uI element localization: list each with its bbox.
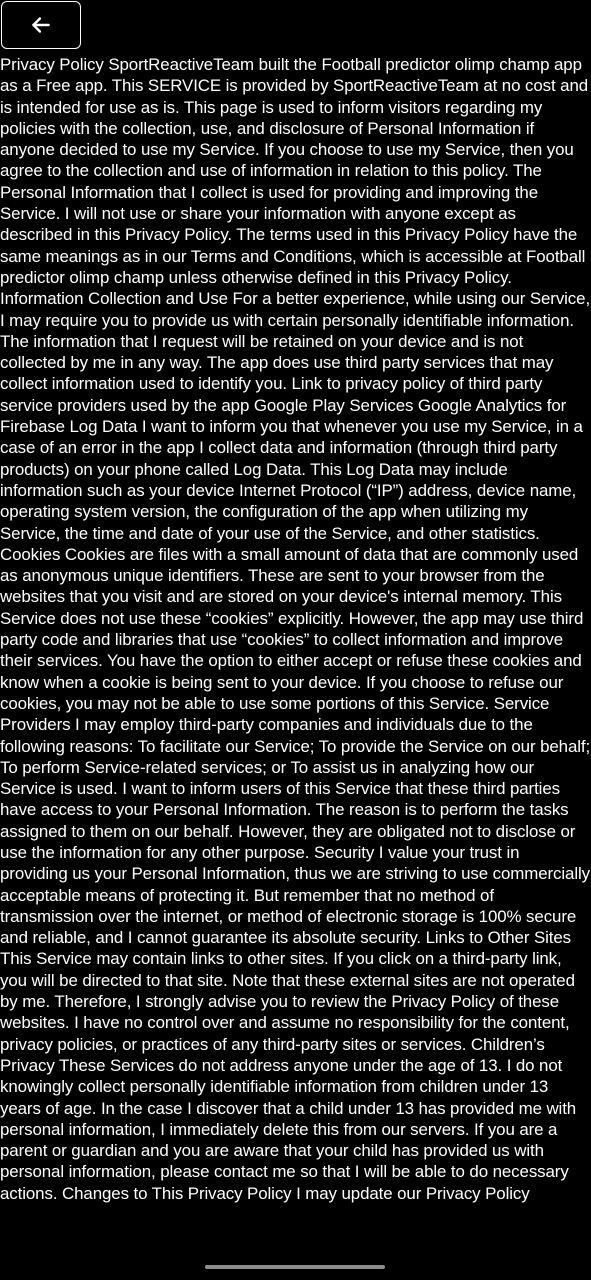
privacy-policy-text: Privacy Policy SportReactiveTeam built the Football predictor olimp champ app as a Free app. This SERVICE is provided by SportReactiveTeam at no cost and is intended for use as is. This page is used to inform visitors regarding my policies with the collection, use, and disclosure of Personal Information if anyone decided to use my Service. If you choose to use my Service, then you agree to the collection and use of information in relation to this policy. The Personal Information that I collect is used for providing and improving the Service. I will not use or share your information with anyone except as described in this Privacy Policy. The terms used in this Privacy Policy have the same meanings as in our Terms and Conditions, which is accessible at Football predictor olimp champ unless otherwise defined in this Privacy Policy. Information Collection and Use For a better experience, while using our Service, I may require you to provide us with certain personally identifiable information. The information that I request will be retained on your device and is not collected by me in any way. The app does use third party services that may collect information used to identify you. Link to privacy policy of third party service providers used by the app Google Play Services Google Analytics for Firebase Log Data I want to inform you that whenever you use my Service, in a case of an error in the app I collect data and information (through third party products) on your phone called Log Data. This Log Data may include information such as your device Internet Protocol (“IP”) address, device name, operating system version, the configuration of the app when utilizing my Service, the time and date of your use of the Service, and other statistics. Cookies Cookies are files with a small amount of data that are commonly used as anonymous unique identifiers. These are sent to your browser from the websites that you visit and are stored on your device's internal memory. This Service does not use these “cookies” explicitly. However, the app may use third party code and libraries that use “cookies” to collect information and improve their services. You have the option to either accept or refuse these cookies and know when a cookie is being sent to your device. If you choose to refuse our cookies, you may not be able to use some portions of this Service. Service Providers I may employ third-party companies and individuals due to the following reasons: To facilitate our Service; To provide the Service on our behalf; To perform Service-related services; or To assist us in analyzing how our Service is used. I want to inform users of this Service that these third parties have access to your Personal Information. The reason is to perform the tasks assigned to them on our behalf. However, they are obligated not to disclose or use the information for any other purpose. Security I value your trust in providing us your Personal Information, thus we are striving to use commercially acceptable means of protecting it. But remember that no method of transmission over the internet, or method of electronic storage is 100% secure and reliable, and I cannot guarantee its absolute security. Links to Other Sites This Service may contain links to other sites. If you click on a third-party link, you will be directed to that site. Note that these external sites are not operated by me. Therefore, I strongly advise you to review the Privacy Policy of these websites. I have no control over and assume no responsibility for the content, privacy policies, or practices of any third-party sites or services. Children’s Privacy These Services do not address anyone under the age of 13. I do not knowingly collect personally identifiable information from children under 13 years of age. In the case I discover that a child under 13 has provided me with personal information, I immediately delete this from our servers. If you are a parent or guardian and you are aware that your child has provided us with personal information, please contact me so that I will be able to do necessary actions. Changes to This Privacy Policy I may update our Privacy Policy (0, 55, 591, 1203)
home-indicator[interactable] (205, 1265, 385, 1269)
arrow-left-icon (28, 12, 54, 38)
back-button[interactable] (1, 1, 81, 49)
